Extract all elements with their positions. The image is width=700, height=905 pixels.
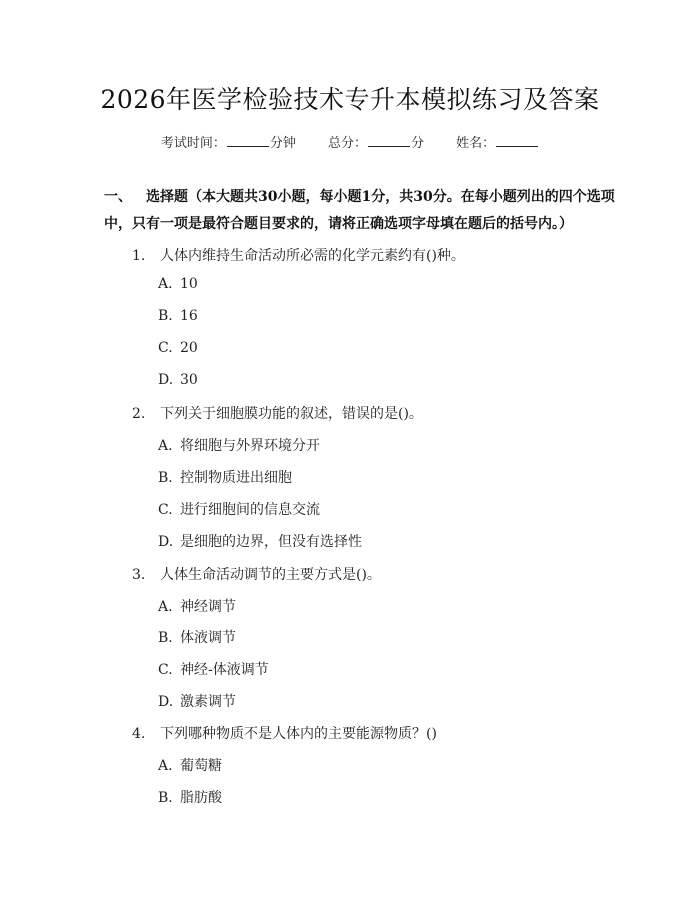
question-text: 下列哪种物质不是人体内的主要能源物质？() bbox=[160, 726, 437, 742]
exam-time-blank bbox=[227, 134, 269, 147]
question-2-option-a bbox=[158, 435, 320, 455]
option-text: 20 bbox=[180, 340, 198, 356]
option-text: 神经调节 bbox=[180, 599, 236, 615]
question-3-option-c bbox=[158, 659, 269, 679]
question-3-option-b bbox=[158, 627, 236, 647]
option-text: 神经-体液调节 bbox=[180, 662, 269, 678]
question-1-option-c bbox=[158, 340, 198, 356]
option-letter: D. bbox=[158, 694, 174, 710]
page-title: 2026年医学检验技术专升本模拟练习及答案 bbox=[100, 85, 600, 114]
name-label: 姓名： bbox=[456, 136, 496, 151]
option-text: 10 bbox=[180, 276, 198, 292]
question-1 bbox=[132, 245, 465, 265]
question-2-option-c bbox=[158, 499, 320, 519]
option-text: 是细胞的边界，但没有选择性 bbox=[180, 534, 362, 550]
option-letter: C. bbox=[158, 662, 173, 678]
section-number: 一、 bbox=[104, 189, 132, 205]
question-4 bbox=[132, 723, 437, 743]
option-letter: A. bbox=[158, 599, 173, 615]
total-score-blank bbox=[368, 134, 410, 147]
exam-meta bbox=[0, 132, 700, 151]
option-letter: A. bbox=[158, 276, 173, 292]
option-text: 将细胞与外界环境分开 bbox=[180, 438, 320, 454]
option-text: 进行细胞间的信息交流 bbox=[180, 502, 320, 518]
question-text: 人体内维持生命活动所必需的化学元素约有()种。 bbox=[160, 248, 465, 264]
section-instructions: 选择题（本大题共30小题，每小题1分，共30分。在每小题列出的四个选项中，只有一项是最符合题目要求的，请将正确选项字母填在题后的括号内。） bbox=[104, 189, 615, 232]
option-text: 30 bbox=[180, 372, 198, 388]
question-number: 2. bbox=[132, 406, 146, 422]
name-blank bbox=[496, 134, 538, 147]
option-letter: B. bbox=[158, 308, 173, 324]
question-1-option-a bbox=[158, 276, 198, 292]
option-letter: A. bbox=[158, 438, 173, 454]
question-2-option-b bbox=[158, 467, 292, 487]
option-letter: B. bbox=[158, 790, 173, 806]
question-3 bbox=[132, 564, 381, 584]
question-1-option-b bbox=[158, 308, 198, 324]
question-2-option-d bbox=[158, 531, 362, 551]
question-number: 3. bbox=[132, 567, 146, 583]
question-number: 4. bbox=[132, 726, 146, 742]
option-letter: D. bbox=[158, 534, 174, 550]
name-field bbox=[456, 132, 539, 151]
option-letter: A. bbox=[158, 758, 173, 774]
total-score-field bbox=[328, 132, 424, 151]
question-number: 1. bbox=[132, 248, 146, 264]
option-text: 激素调节 bbox=[180, 694, 236, 710]
question-text: 下列关于细胞膜功能的叙述，错误的是()。 bbox=[160, 406, 423, 422]
option-letter: D. bbox=[158, 372, 174, 388]
question-3-option-a bbox=[158, 596, 236, 616]
option-text: 葡萄糖 bbox=[180, 758, 222, 774]
option-text: 脂肪酸 bbox=[180, 790, 222, 806]
exam-time-label: 考试时间： bbox=[160, 136, 226, 151]
option-letter: B. bbox=[158, 470, 173, 486]
exam-time-field bbox=[161, 132, 296, 151]
option-text: 体液调节 bbox=[180, 630, 236, 646]
section-heading bbox=[104, 184, 624, 238]
total-score-label: 总分： bbox=[327, 136, 367, 151]
option-letter: B. bbox=[158, 630, 173, 646]
option-letter: C. bbox=[158, 340, 173, 356]
option-letter: C. bbox=[158, 502, 173, 518]
question-3-option-d bbox=[158, 691, 236, 711]
total-score-unit: 分 bbox=[411, 136, 425, 151]
option-text: 16 bbox=[180, 308, 198, 324]
question-1-option-d bbox=[158, 372, 198, 388]
question-2 bbox=[132, 403, 423, 423]
question-4-option-b bbox=[158, 787, 222, 807]
question-4-option-a bbox=[158, 755, 222, 775]
option-text: 控制物质进出细胞 bbox=[180, 470, 292, 486]
exam-time-unit: 分钟 bbox=[269, 136, 296, 151]
question-text: 人体生命活动调节的主要方式是()。 bbox=[160, 567, 381, 583]
